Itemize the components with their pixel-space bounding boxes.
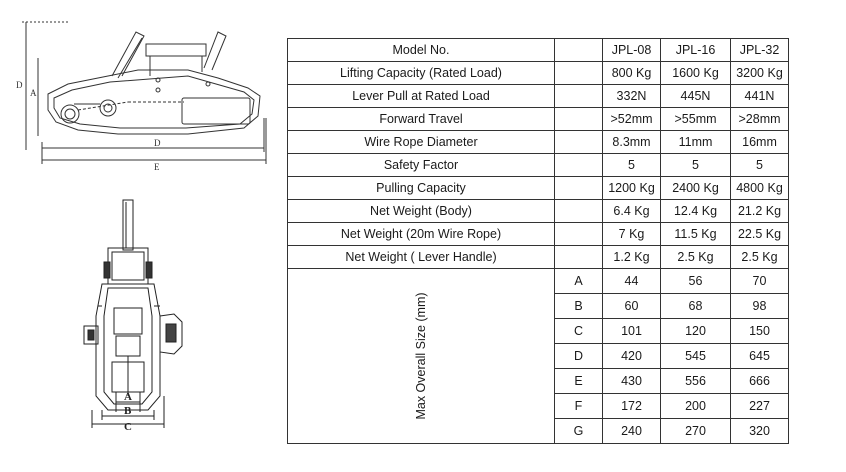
spec-blank [555, 154, 603, 177]
spec-value: 2400 Kg [661, 177, 731, 200]
table-row [288, 223, 789, 246]
size-group-label [288, 269, 555, 444]
size-letter: G [555, 419, 603, 444]
dim-label-c: C [124, 421, 132, 432]
spec-label: Wire Rope Diameter [288, 131, 555, 154]
size-value: 420 [603, 344, 661, 369]
size-value: 44 [603, 269, 661, 294]
spec-table [287, 38, 789, 444]
size-value: 645 [731, 344, 789, 369]
spec-value: 4800 Kg [731, 177, 789, 200]
side-view-drawing [8, 18, 280, 178]
spec-value: 5 [731, 154, 789, 177]
spec-value: >52mm [603, 108, 661, 131]
spec-value: 6.4 Kg [603, 200, 661, 223]
table-row [288, 62, 789, 85]
size-value: 556 [661, 369, 731, 394]
spec-value: 11.5 Kg [661, 223, 731, 246]
size-value: 172 [603, 394, 661, 419]
spec-value: 8.3mm [603, 131, 661, 154]
spec-label: Net Weight ( Lever Handle) [288, 246, 555, 269]
size-letter: D [555, 344, 603, 369]
spec-blank [555, 246, 603, 269]
table-row [288, 131, 789, 154]
header-blank [555, 39, 603, 62]
spec-value: 2.5 Kg [731, 246, 789, 269]
size-letter: F [555, 394, 603, 419]
size-value: 320 [731, 419, 789, 444]
size-letter: C [555, 319, 603, 344]
dim-label-width: D [154, 138, 161, 148]
size-row [288, 269, 789, 294]
spec-label: Net Weight (Body) [288, 200, 555, 223]
size-value: 68 [661, 294, 731, 319]
table-row [288, 154, 789, 177]
dim-label-a: A [124, 391, 132, 403]
size-value: 430 [603, 369, 661, 394]
size-value: 56 [661, 269, 731, 294]
size-value: 120 [661, 319, 731, 344]
size-letter: A [555, 269, 603, 294]
spec-value: 11mm [661, 131, 731, 154]
dim-label-a: A [30, 88, 37, 98]
size-value: 101 [603, 319, 661, 344]
spec-blank [555, 108, 603, 131]
spec-value: 1200 Kg [603, 177, 661, 200]
spec-value: >28mm [731, 108, 789, 131]
header-model: JPL-08 [603, 39, 661, 62]
spec-label: Lifting Capacity (Rated Load) [288, 62, 555, 85]
spec-blank [555, 131, 603, 154]
spec-value: 22.5 Kg [731, 223, 789, 246]
dim-label-e: E [154, 162, 160, 172]
size-value: 200 [661, 394, 731, 419]
size-value: 70 [731, 269, 789, 294]
spec-blank [555, 85, 603, 108]
table-row [288, 200, 789, 223]
header-model: JPL-16 [661, 39, 731, 62]
spec-blank [555, 200, 603, 223]
spec-value: >55mm [661, 108, 731, 131]
table-row [288, 246, 789, 269]
size-letter: B [555, 294, 603, 319]
size-value: 60 [603, 294, 661, 319]
spec-label: Net Weight (20m Wire Rope) [288, 223, 555, 246]
dim-label-b: B [124, 405, 132, 417]
dim-label-d: D [16, 80, 23, 90]
spec-blank [555, 223, 603, 246]
spec-value: 1.2 Kg [603, 246, 661, 269]
spec-label: Pulling Capacity [288, 177, 555, 200]
table-header-row [288, 39, 789, 62]
spec-label: Forward Travel [288, 108, 555, 131]
size-value: 240 [603, 419, 661, 444]
table-row [288, 85, 789, 108]
size-value: 545 [661, 344, 731, 369]
spec-blank [555, 177, 603, 200]
size-letter: E [555, 369, 603, 394]
spec-value: 16mm [731, 131, 789, 154]
size-value: 270 [661, 419, 731, 444]
spec-value: 3200 Kg [731, 62, 789, 85]
spec-value: 332N [603, 85, 661, 108]
spec-value: 12.4 Kg [661, 200, 731, 223]
spec-value: 441N [731, 85, 789, 108]
spec-blank [555, 62, 603, 85]
size-value: 98 [731, 294, 789, 319]
size-value: 150 [731, 319, 789, 344]
spec-value: 2.5 Kg [661, 246, 731, 269]
header-model: JPL-32 [731, 39, 789, 62]
spec-value: 445N [661, 85, 731, 108]
spec-value: 800 Kg [603, 62, 661, 85]
spec-value: 5 [661, 154, 731, 177]
spec-value: 7 Kg [603, 223, 661, 246]
header-label: Model No. [288, 39, 555, 62]
spec-value: 21.2 Kg [731, 200, 789, 223]
table-row [288, 177, 789, 200]
table-row [288, 108, 789, 131]
spec-label: Safety Factor [288, 154, 555, 177]
spec-value: 5 [603, 154, 661, 177]
size-value: 227 [731, 394, 789, 419]
spec-value: 1600 Kg [661, 62, 731, 85]
size-group-text: Max Overall Size (mm) [414, 292, 428, 420]
size-value: 666 [731, 369, 789, 394]
front-view-drawing [78, 196, 200, 432]
spec-label: Lever Pull at Rated Load [288, 85, 555, 108]
